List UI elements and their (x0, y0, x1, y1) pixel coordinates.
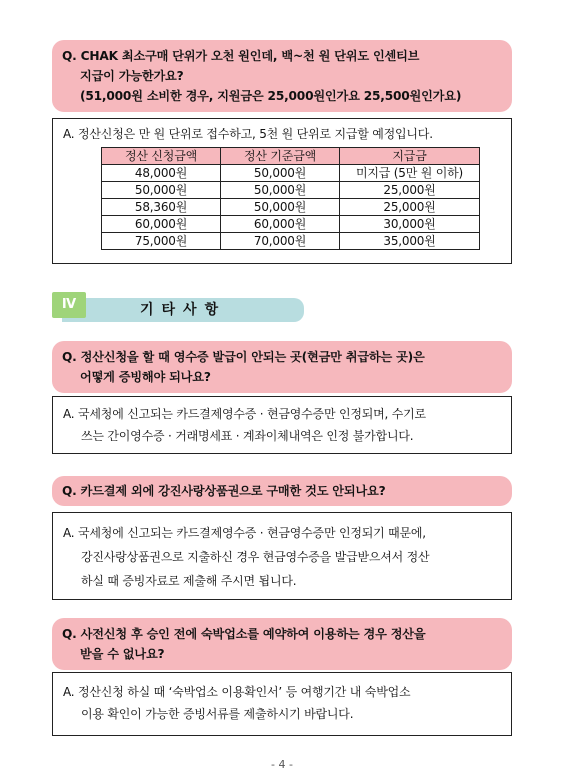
answer-2-line2: 쓰는 간이영수증 · 거래명세표 · 계좌이체내역은 인정 불가합니다. (81, 429, 414, 443)
question-4-box (52, 618, 512, 670)
answer-4-line2: 이용 확인이 가능한 증빙서류를 제출하시기 바랍니다. (81, 707, 354, 721)
question-4-line1: Q. 사전신청 후 승인 전에 숙박업소를 예약하여 이용하는 경우 정산을 (62, 627, 426, 641)
answer-2-box (52, 396, 512, 454)
table-cell: 50,000원 (221, 165, 340, 182)
answer-1-box (52, 118, 512, 264)
answer-3-line2: 강진사랑상품권으로 지출하신 경우 현금영수증을 발급받으셔서 정산 (81, 550, 430, 564)
table-cell: 60,000원 (102, 216, 221, 233)
section-number: Ⅳ (52, 292, 86, 318)
table-cell: 30,000원 (340, 216, 480, 233)
table-cell: 50,000원 (102, 182, 221, 199)
table-cell: 60,000원 (221, 216, 340, 233)
answer-3-line3: 하실 때 증빙자료로 제출해 주시면 됩니다. (81, 574, 297, 588)
question-3-line1: Q. 카드결제 외에 강진사랑상품권으로 구매한 것도 안되나요? (62, 484, 386, 498)
section-header (52, 292, 304, 326)
question-2-line1: Q. 정산신청을 할 때 영수증 발급이 안되는 곳(현금만 취급하는 곳)은 (62, 350, 425, 364)
table-cell: 35,000원 (340, 233, 480, 250)
table-cell: 미지급 (5만 원 이하) (340, 165, 480, 182)
question-2-box (52, 341, 512, 393)
answer-4-box (52, 672, 512, 736)
answer-3-box (52, 512, 512, 600)
answer-4-line1: A. 정산신청 하실 때 ‘숙박업소 이용확인서’ 등 여행기간 내 숙박업소 (63, 685, 411, 699)
table-cell: 48,000원 (102, 165, 221, 182)
table-row (102, 199, 480, 216)
question-2-line2: 어떻게 증빙해야 되나요? (80, 370, 211, 384)
table-header-row (102, 148, 480, 165)
table-cell: 50,000원 (221, 199, 340, 216)
table-cell: 25,000원 (340, 182, 480, 199)
table-row (102, 233, 480, 250)
question-1-line2: 지급이 가능한가요? (80, 69, 184, 83)
answer-3-line1: A. 국세청에 신고되는 카드결제영수증 · 현금영수증만 인정되기 때문에, (63, 526, 426, 540)
question-1-box (52, 40, 512, 112)
table-header-cell: 정산 기준금액 (221, 148, 340, 165)
answer-1-text: A. 정산신청은 만 원 단위로 접수하고, 5천 원 단위로 지급할 예정입니다. (63, 127, 433, 141)
table-header-cell: 지급금 (340, 148, 480, 165)
question-4-line2: 받을 수 없나요? (80, 647, 165, 661)
table-row (102, 182, 480, 199)
payment-table (101, 147, 480, 250)
table-cell: 50,000원 (221, 182, 340, 199)
page-number: - 4 - (271, 758, 293, 771)
question-3-box (52, 476, 512, 506)
table-cell: 25,000원 (340, 199, 480, 216)
table-header-cell: 정산 신청금액 (102, 148, 221, 165)
section-title: 기타사항 (140, 302, 227, 318)
table-row (102, 165, 480, 182)
answer-2-line1: A. 국세청에 신고되는 카드결제영수증 · 현금영수증만 인정되며, 수기로 (63, 407, 426, 421)
table-cell: 58,360원 (102, 199, 221, 216)
table-cell: 75,000원 (102, 233, 221, 250)
table-cell: 70,000원 (221, 233, 340, 250)
question-1-line1: Q. CHAK 최소구매 단위가 오천 원인데, 백~천 원 단위도 인센티브 (62, 49, 420, 63)
question-1-line3: (51,000원 소비한 경우, 지원금은 25,000원인가요 25,500원인가요) (80, 89, 462, 103)
table-row (102, 216, 480, 233)
